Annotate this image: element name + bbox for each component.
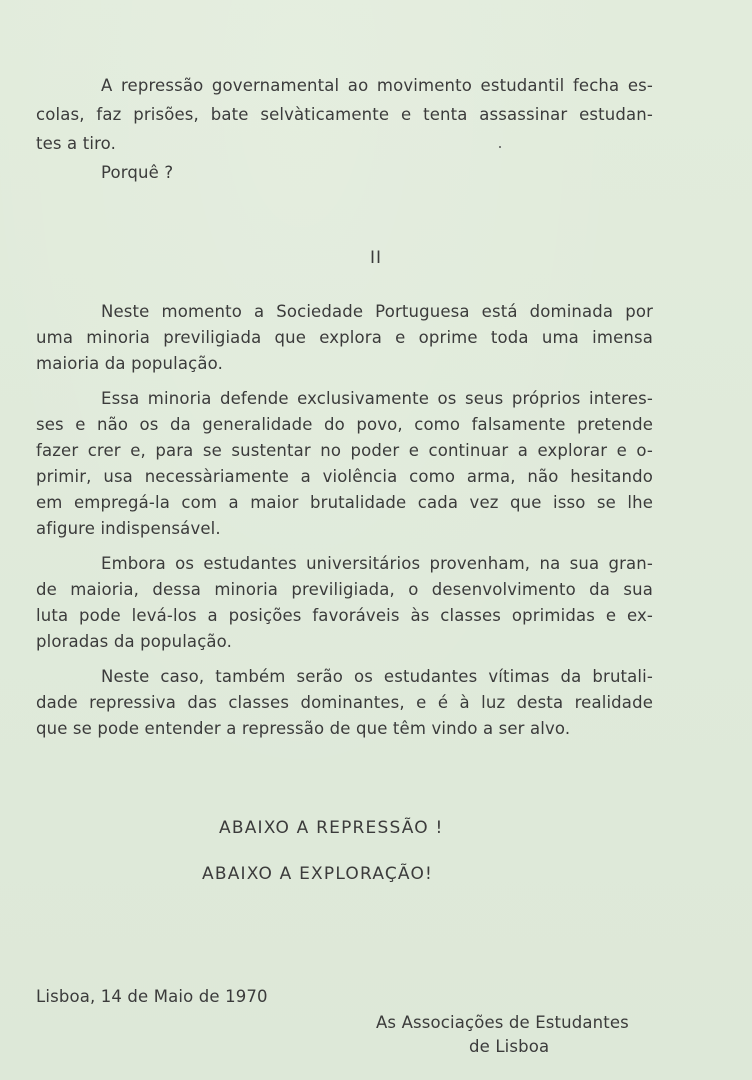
paragraph-2-line-5: em empregá-la com a maior brutalidade cada vez que isso se lhe: [36, 493, 653, 512]
signature-line-2: de Lisboa: [469, 1037, 550, 1056]
intro-line-1: A repressão governamental ao movimento estudantil fecha es-: [101, 76, 653, 95]
question-text: Porquê ?: [101, 163, 174, 182]
paragraph-4-line-1: Neste caso, também serão os estudantes vítimas da brutali-: [101, 667, 653, 686]
paragraph-3-line-4: ploradas da população.: [36, 632, 233, 651]
paragraph-4-line-2: dade repressiva das classes dominantes, e é à luz desta realidade: [36, 693, 653, 712]
paragraph-1-line-2: uma minoria previligiada que explora e oprime toda uma imensa: [36, 328, 653, 347]
paragraph-3-line-1: Embora os estudantes universitários provenham, na sua gran-: [101, 554, 653, 573]
paragraph-1-line-3: maioria da população.: [36, 354, 223, 373]
paragraph-2-line-3: fazer crer e, para se sustentar no poder e continuar a explorar e o-: [36, 441, 653, 460]
paragraph-2-line-2: ses e não os da generalidade do povo, como falsamente pretende: [36, 415, 653, 434]
paragraph-2-line-1: Essa minoria defende exclusivamente os seus próprios interes-: [101, 389, 653, 408]
intro-line-2: colas, faz prisões, bate selvàticamente e tenta assassinar estudan-: [36, 105, 653, 124]
intro-line-3: tes a tiro.: [36, 134, 116, 153]
paragraph-1-line-1: Neste momento a Sociedade Portuguesa está dominada por: [101, 302, 653, 321]
paragraph-2-line-4: primir, usa necessàriamente a violência como arma, não hesitando: [36, 467, 653, 486]
ink-speck: [499, 146, 501, 148]
section-numeral: II: [369, 248, 383, 268]
paragraph-3-line-2: de maioria, dessa minoria previligiada, o desenvolvimento da sua: [36, 580, 653, 599]
paragraph-4-line-3: que se pode entender a repressão de que têm vindo a ser alvo.: [36, 719, 571, 738]
signature-line-1: As Associações de Estudantes: [376, 1013, 629, 1032]
slogan-exploitation: ABAIXO A EXPLORAÇÃO!: [202, 864, 434, 884]
paragraph-2-line-6: afigure indispensável.: [36, 519, 221, 538]
paragraph-3-line-3: luta pode levá-los a posições favoráveis às classes oprimidas e ex-: [36, 606, 653, 625]
place-and-date: Lisboa, 14 de Maio de 1970: [36, 987, 268, 1006]
slogan-repression: ABAIXO A REPRESSÃO !: [219, 818, 444, 838]
